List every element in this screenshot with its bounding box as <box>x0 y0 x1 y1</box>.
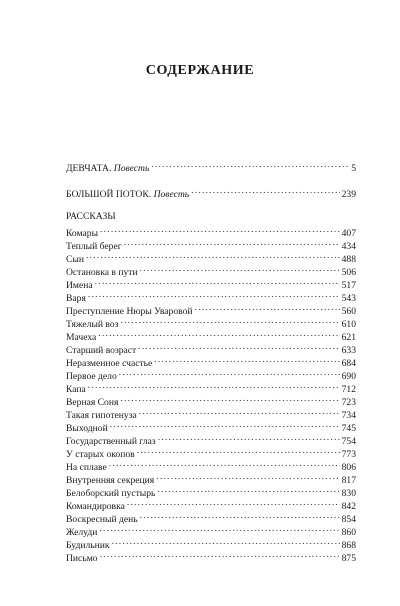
toc-entry-story <box>66 392 356 408</box>
toc-entry-story <box>66 470 356 486</box>
leader-dots <box>124 236 340 249</box>
toc-entry-page: 684 <box>341 358 356 369</box>
leader-dots <box>151 158 349 171</box>
toc-entry-label: Комары <box>66 228 99 239</box>
toc-entry-page: 830 <box>341 488 356 499</box>
toc-entry-label: На сплаве <box>66 462 107 473</box>
toc-entry-label: БОЛЬШОЙ ПОТОК. Повесть <box>66 189 190 200</box>
toc-entry-story <box>66 327 356 343</box>
toc-entry-label: Выходной <box>66 423 108 434</box>
table-of-contents <box>66 158 356 564</box>
toc-entry-label: Внутренняя секреция <box>66 475 155 486</box>
toc-entry-page: 517 <box>341 280 356 291</box>
leader-dots <box>140 262 340 275</box>
toc-entry-story <box>66 535 356 551</box>
toc-entry-page: 817 <box>341 475 356 486</box>
toc-entry-story <box>66 379 356 395</box>
toc-entry-page: 734 <box>341 410 356 421</box>
toc-entry-page: 610 <box>341 319 356 330</box>
leader-dots <box>88 288 340 301</box>
toc-entry-label: Варя <box>66 293 86 304</box>
leader-dots <box>99 522 339 535</box>
toc-entry-label: Сын <box>66 254 84 265</box>
leader-dots <box>157 483 339 496</box>
toc-entry-label: Преступление Нюры Уваровой <box>66 306 193 317</box>
toc-entry-label: Мачеха <box>66 332 97 343</box>
toc-entry-label: Остановка в пути <box>66 267 138 278</box>
toc-entry-page: 754 <box>341 436 356 447</box>
toc-entry-page: 407 <box>341 228 356 239</box>
leader-dots <box>140 509 340 522</box>
leader-dots <box>158 431 340 444</box>
leader-dots <box>86 249 340 262</box>
toc-entry-label: Капа <box>66 384 86 395</box>
section-heading-stories: РАССКАЗЫ <box>66 211 116 222</box>
leader-dots <box>195 301 340 314</box>
toc-entry-bolshoy-potok <box>66 184 356 200</box>
toc-entry-page: 712 <box>341 384 356 395</box>
toc-entry-label: Письмо <box>66 553 98 564</box>
toc-entry-story <box>66 431 356 447</box>
toc-entry-page: 723 <box>341 397 356 408</box>
leader-dots <box>137 444 340 457</box>
toc-entry-page: 690 <box>341 371 356 382</box>
leader-dots <box>109 457 340 470</box>
toc-entry-story <box>66 249 356 265</box>
toc-entry-page: 854 <box>341 514 356 525</box>
toc-entry-story <box>66 301 356 317</box>
toc-entry-label: Командировка <box>66 501 125 512</box>
leader-dots <box>88 379 340 392</box>
toc-entry-page: 506 <box>341 267 356 278</box>
leader-dots <box>138 340 339 353</box>
toc-entry-page: 239 <box>341 189 356 200</box>
toc-entry-story <box>66 340 356 356</box>
toc-entry-story <box>66 223 356 239</box>
toc-entry-devchata <box>66 158 356 174</box>
toc-entry-label: Тяжелый воз <box>66 319 119 330</box>
toc-entry-page: 875 <box>341 553 356 564</box>
leader-dots <box>127 496 340 509</box>
toc-entry-label: Старший возраст <box>66 345 137 356</box>
leader-dots <box>120 392 339 405</box>
toc-entry-page: 633 <box>341 345 356 356</box>
toc-entry-story <box>66 522 356 538</box>
leader-dots <box>119 366 340 379</box>
toc-entry-page: 488 <box>341 254 356 265</box>
toc-entry-story <box>66 275 356 291</box>
toc-entry-label: Желуди <box>66 527 98 538</box>
leader-dots <box>110 418 340 431</box>
toc-entry-label: ДЕВЧАТА. Повесть <box>66 163 150 174</box>
toc-entry-story <box>66 548 356 564</box>
toc-entry-label: Первое дело <box>66 371 117 382</box>
toc-entry-label: У старых окопов <box>66 449 135 460</box>
leader-dots <box>98 327 339 340</box>
page-title: СОДЕРЖАНИЕ <box>145 63 255 78</box>
stories-list <box>66 223 356 564</box>
toc-entry-page: 543 <box>341 293 356 304</box>
toc-entry-page: 621 <box>341 332 356 343</box>
toc-entry-label: Белоборский пустырь <box>66 488 156 499</box>
leader-dots <box>112 535 340 548</box>
toc-entry-page: 806 <box>341 462 356 473</box>
toc-entry-page: 434 <box>341 241 356 252</box>
toc-entry-label: Воскресный день <box>66 514 138 525</box>
leader-dots <box>100 223 340 236</box>
leader-dots <box>156 470 339 483</box>
leader-dots <box>95 275 340 288</box>
toc-entry-story <box>66 418 356 434</box>
toc-entry-story <box>66 236 356 252</box>
toc-entry-story <box>66 288 356 304</box>
leader-dots <box>191 184 339 197</box>
leader-dots <box>154 353 339 366</box>
toc-entry-page: 868 <box>341 540 356 551</box>
toc-entry-label: Теплый берег <box>66 241 122 252</box>
toc-entry-label: Неразменное счастье <box>66 358 153 369</box>
toc-entry-page: 773 <box>341 449 356 460</box>
leader-dots <box>120 314 339 327</box>
toc-entry-story <box>66 457 356 473</box>
toc-entry-label: Такая гипотенуза <box>66 410 137 421</box>
toc-entry-page: 560 <box>341 306 356 317</box>
toc-entry-label: Будильник <box>66 540 110 551</box>
toc-entry-page: 5 <box>351 163 356 174</box>
toc-entry-label: Имена <box>66 280 93 291</box>
toc-entry-label: Государственный глаз <box>66 436 156 447</box>
leader-dots <box>139 405 340 418</box>
toc-entry-page: 842 <box>341 501 356 512</box>
toc-entry-label: Верная Соня <box>66 397 119 408</box>
toc-entry-page: 745 <box>341 423 356 434</box>
toc-entry-story <box>66 262 356 278</box>
leader-dots <box>100 548 340 561</box>
toc-entry-page: 860 <box>341 527 356 538</box>
